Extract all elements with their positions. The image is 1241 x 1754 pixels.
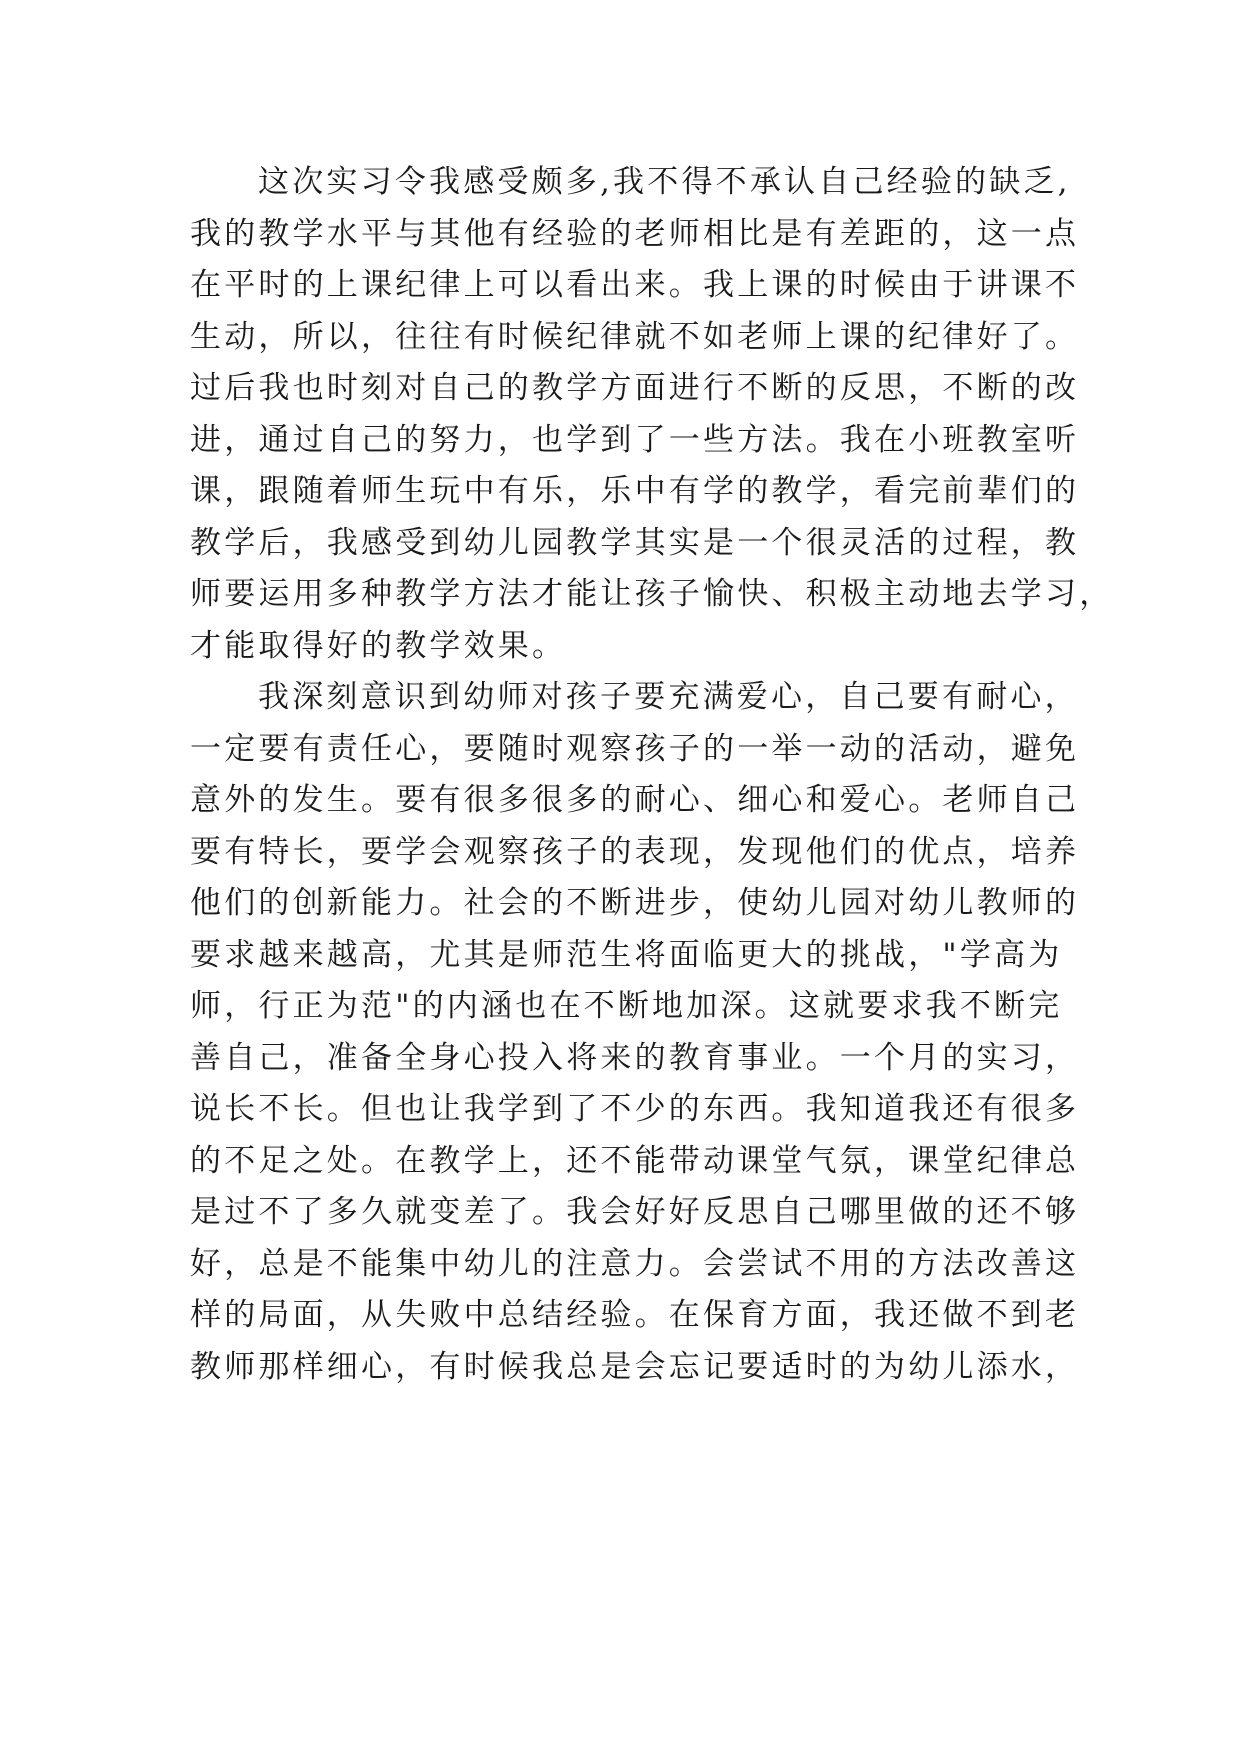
text-line: 要求越来越高，尤其是师范生将面临更大的挑战，"学高为 [190,936,1063,973]
text-line: 我的教学水平与其他有经验的老师相比是有差距的，这一点 [190,215,1080,252]
text-line: 在平时的上课纪律上可以看出来。我上课的时候由于讲课不 [190,267,1080,303]
text-line: 要有特长，要学会观察孩子的表现，发现他们的优点，培养 [190,833,1080,870]
text-line: 教师那样细心，有时候我总是会忘记要适时的为幼儿添水， [190,1348,1080,1385]
text-line: 课，跟随着师生玩中有乐，乐中有学的教学，看完前辈们的 [190,473,1080,509]
text-line: 进，通过自己的努力，也学到了一些方法。我在小班教室听 [190,421,1080,458]
text-line: 过后我也时刻对自己的教学方面进行不断的反思，不断的改 [190,370,1080,406]
text-line: 一定要有责任心，要随时观察孩子的一举一动的活动，避免 [190,730,1080,767]
text-line: 才能取得好的教学效果。 [190,627,567,664]
text-line: 我深刻意识到幼师对孩子要充满爱心，自己要有耐心， [258,679,1079,715]
document-body [190,157,1114,1393]
text-line: 说长不长。但也让我学到了不少的东西。我知道我还有很多 [190,1091,1080,1127]
text-line: 样的局面，从失败中总结经验。在保育方面，我还做不到老 [190,1297,1080,1333]
text-line: 善自己，准备全身心投入将来的教育事业。一个月的实习， [190,1039,1080,1076]
text-line: 教学后，我感受到幼儿园教学其实是一个很灵活的过程，教 [190,524,1080,561]
text-line: 是过不了多久就变差了。我会好好反思自己哪里做的还不够 [190,1194,1080,1230]
text-line: 师要运用多种教学方法才能让孩子愉快、积极主动地去学习， [190,576,1114,612]
text-line: 师，行正为范"的内涵也在不断地加深。这就要求我不断完 [190,988,1063,1024]
text-line: 他们的创新能力。社会的不断进步，使幼儿园对幼儿教师的 [190,885,1080,921]
text-line: 的不足之处。在教学上，还不能带动课堂气氛，课堂纪律总 [190,1142,1080,1179]
text-line: 意外的发生。要有很多很多的耐心、细心和爱心。老师自己 [190,782,1080,818]
text-line: 好，总是不能集中幼儿的注意力。会尝试不用的方法改善这 [190,1245,1080,1282]
text-line: 生动，所以，往往有时候纪律就不如老师上课的纪律好了。 [190,318,1080,355]
text-line: 这次实习令我感受颇多,我不得不承认自己经验的缺乏, [258,164,1071,200]
